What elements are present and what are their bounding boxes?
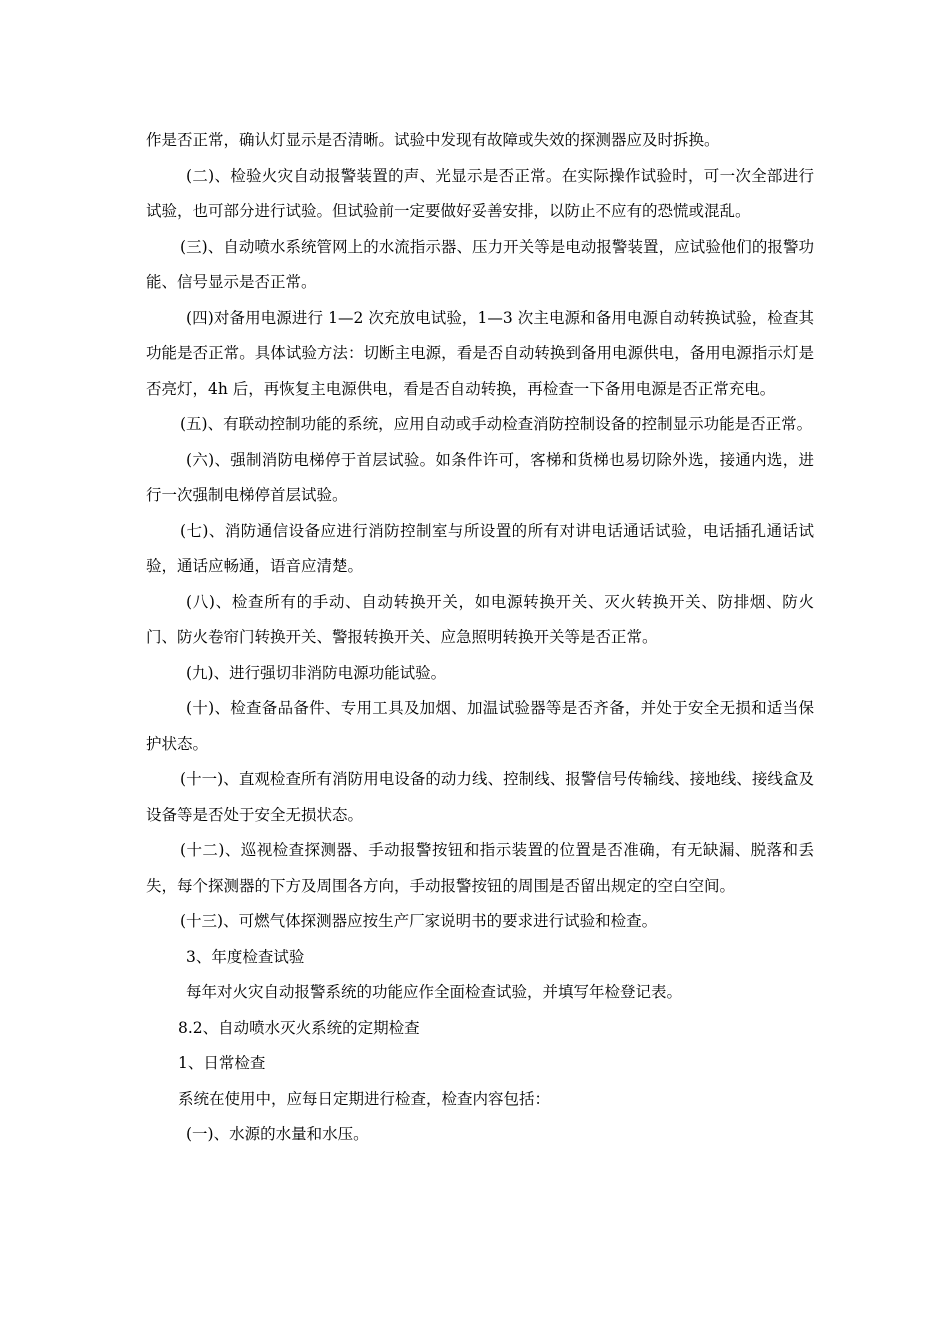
paragraph-item-3: (三)、自动喷水系统管网上的水流指示器、压力开关等是电动报警装置，应试验他们的报警功能、信号显示是否正常。: [146, 237, 814, 291]
paragraph-item-6: (六)、强制消防电梯停于首层试验。如条件许可，客梯和货梯也易切除外选，接通内选，进行一次强制电梯停首层试验。: [146, 450, 814, 504]
paragraph-item-12: (十二)、巡视检查探测器、手动报警按钮和指示装置的位置是否准确，有无缺漏、脱落和丢失，每个探测器的下方及周围各方向，手动报警按钮的周围是否留出规定的空白空间。: [146, 841, 814, 895]
paragraph-daily-check: 系统在使用中，应每日定期进行检查，检查内容包括：: [178, 1089, 551, 1108]
paragraph-item-10: (十)、检查备品备件、专用工具及加烟、加温试验器等是否齐备，并处于安全无损和适当保护状态。: [146, 699, 814, 753]
paragraph-continuation: 作是否正常，确认灯显示是否清晰。试验中发现有故障或失效的探测器应及时拆换。: [146, 131, 720, 149]
paragraph-item-7: (七)、消防通信设备应进行消防控制室与所设置的所有对讲电话通话试验，电话插孔通话试验，通话应畅通，语音应清楚。: [146, 521, 814, 575]
paragraph-item-5: (五)、有联动控制功能的系统，应用自动或手动检查消防控制设备的控制显示功能是否正常。: [180, 415, 813, 433]
document-body: [146, 123, 814, 1153]
paragraph-item-2: (二)、检验火灾自动报警装置的声、光显示是否正常。在实际操作试验时，可一次全部进行试验，也可部分进行试验。但试验前一定要做好妥善安排，以防止不应有的恐慌或混乱。: [146, 166, 814, 220]
paragraph-item-8: (八)、检查所有的手动、自动转换开关，如电源转换开关、灭火转换开关、防排烟、防火门、防火卷帘门转换开关、警报转换开关、应急照明转换开关等是否正常。: [146, 592, 814, 646]
paragraph-item-13: (十三)、可燃气体探测器应按生产厂家说明书的要求进行试验和检查。: [180, 912, 658, 930]
paragraph-daily-item-1: (一)、水源的水量和水压。: [186, 1125, 369, 1143]
section-heading-daily-check: 1、日常检查: [178, 1054, 266, 1072]
paragraph-item-11: (十一)、直观检查所有消防用电设备的动力线、控制线、报警信号传输线、接地线、接线盒及设备等是否处于安全无损状态。: [146, 770, 814, 824]
paragraph-item-4: (四)对备用电源进行 1—2 次充放电试验，1—3 次主电源和备用电源自动转换试验，检查其功能是否正常。具体试验方法：切断主电源，看是否自动转换到备用电源供电，备用电源指示灯是否亮灯，4h 后，再恢复主电源供电，看是否自动转换，再检查一下备用电源是否正常充电。: [146, 308, 814, 398]
paragraph-annual-check: 每年对火灾自动报警系统的功能应作全面检查试验，并填写年检登记表。: [186, 983, 683, 1001]
section-heading-annual-check: 3、年度检查试验: [186, 947, 305, 966]
section-heading-sprinkler: 8.2、自动喷水灭火系统的定期检查: [178, 1018, 420, 1037]
paragraph-item-9: (九)、进行强切非消防电源功能试验。: [186, 663, 447, 682]
